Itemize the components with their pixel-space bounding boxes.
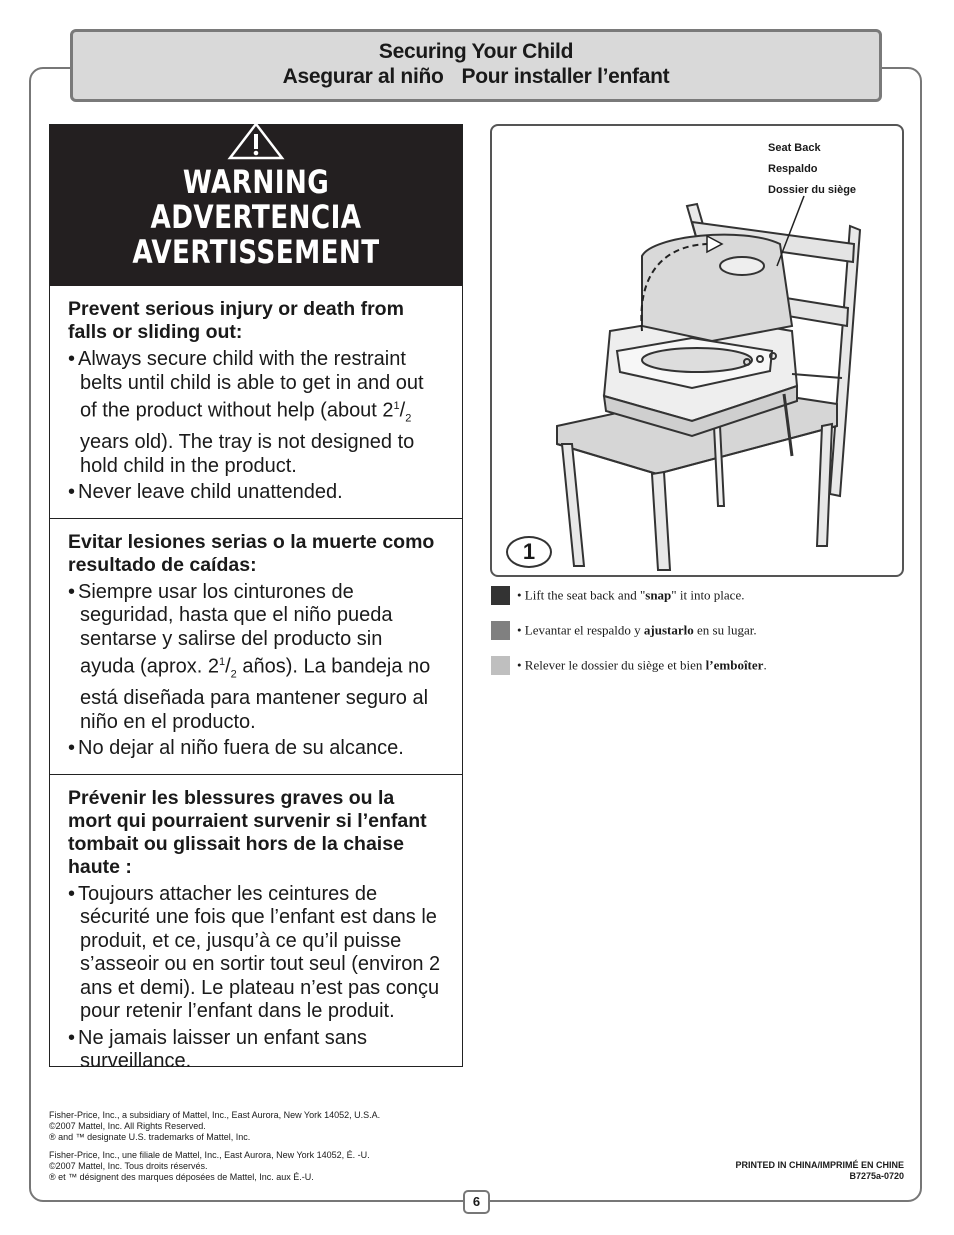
warning-heading-fr: Prévenir les blessures graves ou la mort qui pourraient survenir si l’enfant tombait ou glissait hors de la chaise haute : (68, 786, 427, 878)
header-title-es-fr (73, 65, 879, 89)
printed-in-china: PRINTED IN CHINA/IMPRIMÉ EN CHINE B7275a-0720 (735, 1160, 904, 1181)
warning-box (49, 124, 463, 1073)
language-square-fr (491, 656, 510, 675)
callout-fr: Dossier du siège (768, 184, 857, 196)
instruction-es: • Levantar el respaldo y ajustarlo en su lugar. (491, 621, 757, 640)
warning-header (50, 125, 462, 286)
warning-title (87, 165, 425, 270)
legal-text-fr: Fisher-Price, Inc., une filiale de Mattel, Inc., East Aurora, New York 14052, É. -U. ©2007 Mattel, Inc. Tous droits réservés. ® et ™ désignent des marques déposées de Mattel, Inc. aux É.-U. (49, 1150, 370, 1182)
warning-bullet-es-1: • Siempre usar los cinturones de seguridad, hasta que el niño pueda sentarse y salirse del producto sin ayuda (aprox. $2^1/_2$ años). La bandeja no está diseñada para mantener seguro al niño en el producto. (68, 581, 442, 735)
warning-bullet-fr-2: • Ne jamais laisser un enfant sans surveillance. (68, 1027, 442, 1074)
instruction-fr: • Relever le dossier du siège et bien l’emboîter. (491, 656, 767, 675)
page-number: 6 (463, 1190, 490, 1214)
warning-triangle-icon (227, 121, 285, 161)
booster-seat-on-chair-drawing (492, 126, 902, 575)
warning-bullet-en-1: • Always secure child with the restraint belts until child is able to get in and out of the product without help (about $2^1/_2$ years old). The tray is not designed to hold child in the product. (68, 348, 442, 478)
warning-section-en (50, 286, 462, 519)
header-title-en: Securing Your Child (378, 40, 574, 63)
callout-es: Respaldo (768, 163, 818, 175)
callout-en: Seat Back (768, 142, 821, 154)
warning-bullet-en-2: • Never leave child unattended. (68, 481, 442, 505)
warning-section-fr (50, 775, 462, 1087)
header-title-es: Asegurar al niño (282, 65, 444, 88)
language-square-es (491, 621, 510, 640)
language-square-en (491, 586, 510, 605)
warning-title-fr: AVERTISSEMENT (132, 233, 380, 271)
header-title-fr: Pour installer l’enfant (461, 65, 670, 88)
section-header (70, 29, 882, 102)
instruction-en: • Lift the seat back and "snap" it into place. (491, 586, 744, 605)
step-number: 1 (506, 536, 552, 568)
warning-bullet-fr-1: • Toujours attacher les ceintures de sécurité une fois que l’enfant est dans le produit, et ce, jusqu’à ce qu’il puisse s’asseoir ou en sortir tout seul (environ 2 ans et demi). Le plateau n’est pas conçu pour retenir l’enfant dans le produit. (68, 883, 442, 1024)
warning-heading-en: Prevent serious injury or death from falls or sliding out: (68, 298, 404, 343)
warning-title-es: ADVERTENCIA (150, 198, 362, 236)
warning-heading-es: Evitar lesiones serias o la muerte como resultado de caídas: (68, 530, 435, 576)
step-illustration (490, 124, 904, 577)
warning-title-en: WARNING (182, 163, 330, 201)
legal-text-en: Fisher-Price, Inc., a subsidiary of Mattel, Inc., East Aurora, New York 14052, U.S.A. ©2007 Mattel, Inc. All Rights Reserved. ® and ™ designate U.S. trademarks of Mattel, Inc. (49, 1110, 381, 1142)
warning-bullet-es-2: • No dejar al niño fuera de su alcance. (68, 737, 442, 761)
warning-section-es (50, 519, 462, 775)
